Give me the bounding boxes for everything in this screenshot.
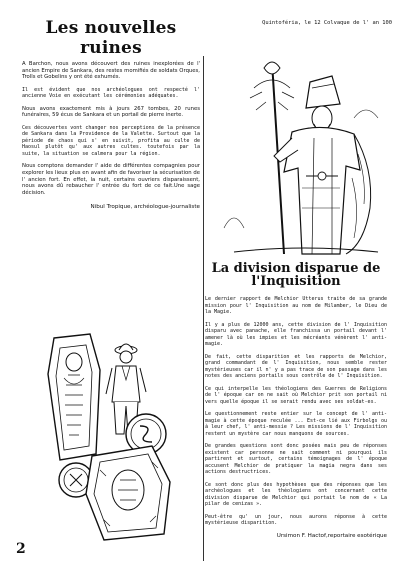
right-title-line-2: l'Inquisition	[251, 274, 341, 289]
column-divider	[203, 56, 204, 561]
masthead: Quintoféria, le 12 Colvaque de l' an 100	[262, 20, 392, 26]
right-paragraph-4: Ce qui interpelle les théologiens des Guerres de Religions de l' époque car on ne sait où Melchior prit son portail ni vers quelle époque il se serait rendu avec ses soldat-es.	[205, 385, 387, 405]
left-paragraph-2: Il est évident que nos archéologues ont respecté l' ancienne Voie en exécutant les cérémonies adéquates.	[22, 86, 200, 100]
left-article	[22, 18, 200, 210]
right-paragraph-3: De fait, cette disparition et les rapports de Melchior, grand commandant de l' Inquisition, nous semble rester mystérieuses car il n' y a pas trace de son passage dans les notes des anciens portails sous contrôle de l' Inquisition.	[205, 353, 387, 379]
right-paragraph-8: Peut-être qu' un jour, nous aurons réponse à cette mystérieuse disparition.	[205, 513, 387, 526]
left-article-title: Les nouvelles ruines	[45, 18, 177, 58]
page-number: 2	[16, 541, 26, 557]
left-paragraph-1: A Barchon, nous avons découvert des ruines inexplorées de l' ancien Empire de Sankara, des restes momifiés de soldats Orques, Trolls et Gobelins y ont été exhumés.	[22, 61, 200, 81]
right-paragraph-6: De grandes questions sont donc posées mais peu de réponses existent car personne ne sait comment ni pourquoi ils partirent et surtout, certains témoignages de l' époque accusent Melchior de pratiquer la magia negra dans ses actions destructrices.	[205, 443, 387, 475]
left-article-signature: Nibul Tropique, archéologue-journaliste	[90, 204, 200, 211]
right-paragraph-7: Ce sont donc plus des hypothèses que des réponses que les archéologues et les théologiens ont concernant cette division disparue de Melchior qui portait le nom de « La pilar de cenizas ».	[205, 481, 387, 507]
right-paragraph-5: Le questionnement reste entier sur le concept de l' anti-magie à cette époque reculée ... Est-ce lié aux Firbolgs ou à leur chef, l' anti-messie ? Les missions de l' Inquisition restent un mystère car nous manquons de sources.	[205, 411, 387, 437]
left-paragraph-4: Ces découvertes vont changer nos perceptions de la présence de Sankara dans la Providence de la Valette. Surtout que la période de chaos qui s' en suivit, profita au culte de Haosul plutôt qu' aux autres cultes. toutefois par la suite, la situation se calmera pour la région.	[22, 124, 200, 157]
right-article	[205, 262, 387, 539]
right-title-line-1: La division disparue de	[211, 261, 381, 276]
mage-illustration	[214, 58, 384, 256]
right-article-signature: Ursimon F. Hactof,reportaire esotérique	[276, 532, 387, 539]
right-article-title	[205, 262, 387, 288]
left-paragraph-3: Nous avons exactement mis à jours 267 tombes, 20 runes funéraires, 59 écus de Sankara et un portail de pierre inerte.	[22, 105, 200, 119]
left-paragraph-5: Nous comptons demander l' aide de différentes compagnies pour explorer les lieux plus en avant afin de favoriser la sécurisation de l' ancien fort. En effet, la nuit, certains ouvriers disparaissent, nous avons dû rebaucher l' entrée du fort de ce fait.Une sage décision.	[22, 163, 200, 196]
right-paragraph-2: Il y a plus de 12000 ans, cette division de l' Inquisition disparu avec panache, elle franchissa un portail devant l' amener là où les impies et les mécréants vénèrent l' anti-magie.	[205, 321, 387, 347]
ruins-illustration	[34, 330, 184, 542]
right-paragraph-1: Le dernier rapport de Melchior Utterus traite de sa grande mission pour l' Inquisition au nom de Milamber, le Dieu de la Magie.	[205, 296, 387, 315]
